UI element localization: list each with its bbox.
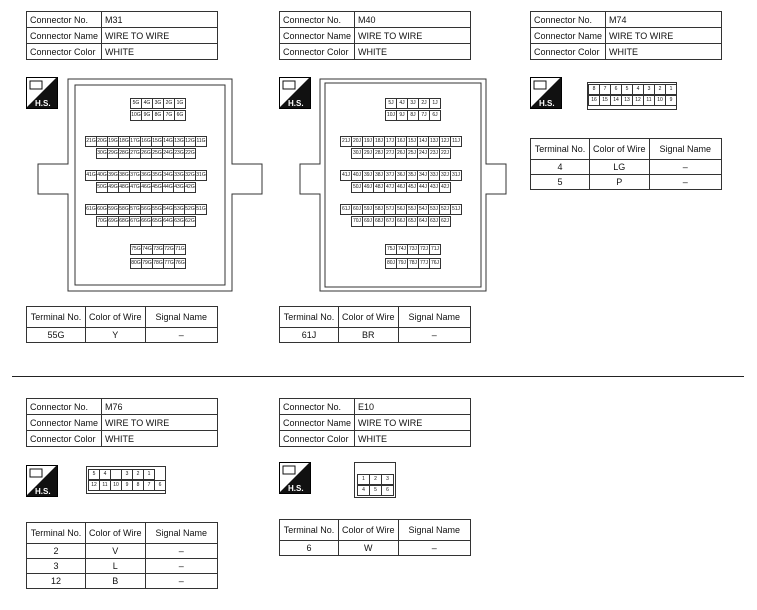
pin-cell: 22G [184, 148, 196, 159]
pin-cell: 12G [184, 136, 196, 147]
connector-no: E10 [355, 399, 471, 415]
label: Connector Color [280, 44, 355, 60]
pin-cell: 77J [418, 258, 430, 269]
pin-cell: 12J [439, 136, 451, 147]
pin-cell: 27J [384, 148, 396, 159]
pin-cell: 80G [130, 258, 142, 269]
e10-pin-layout [354, 462, 394, 496]
column-header: Terminal No. [280, 307, 339, 328]
m40-terminal-table [279, 306, 471, 343]
signal-cell: – [145, 574, 217, 589]
label: Connector Color [27, 431, 102, 447]
pin-cell: 71J [429, 244, 441, 255]
connector-color: WHITE [102, 431, 218, 447]
wire-cell: P [590, 175, 650, 190]
terminal-cell: 61J [280, 328, 339, 343]
pin-cell: 3J [407, 98, 419, 109]
pin-cell: 4 [357, 485, 370, 496]
wire-cell: Y [86, 328, 146, 343]
column-header: Signal Name [145, 307, 217, 328]
pin-cell: 2 [132, 469, 144, 480]
label: Connector No. [27, 399, 102, 415]
pin-cell: 13 [621, 95, 633, 106]
pin-cell: 53G [173, 204, 185, 215]
connector-name: WIRE TO WIRE [355, 415, 471, 431]
pin-cell: 59G [107, 204, 119, 215]
signal-cell: – [649, 160, 721, 175]
section-divider [12, 376, 744, 377]
connector-name: WIRE TO WIRE [355, 28, 471, 44]
pin-cell: 73J [407, 244, 419, 255]
pin-cell: 6 [610, 84, 622, 95]
pin-cell: 39G [107, 170, 119, 181]
pin-cell: 42J [439, 182, 451, 193]
label: Connector No. [27, 12, 102, 28]
pin-cell: 24J [417, 148, 429, 159]
pin-cell: 54G [162, 204, 174, 215]
pin-cell: 45J [406, 182, 418, 193]
hs-icon [26, 465, 58, 497]
column-header: Terminal No. [531, 139, 590, 160]
pin-cell: 67G [129, 216, 141, 227]
table-row [27, 559, 218, 574]
pin-cell: 1 [357, 474, 370, 485]
pin-cell: 78G [152, 258, 164, 269]
pin-cell: 38J [373, 170, 385, 181]
pin-cell: 75G [130, 244, 142, 255]
pin-cell: 8 [588, 84, 600, 95]
pin-cell: 43G [173, 182, 185, 193]
pin-cell: 14J [417, 136, 429, 147]
column-header: Color of Wire [590, 139, 650, 160]
pin-cell: 17J [384, 136, 396, 147]
pin-cell: 72J [418, 244, 430, 255]
column-header: Signal Name [145, 523, 217, 544]
pin-cell: 1G [174, 98, 186, 109]
pin-cell: 19G [107, 136, 119, 147]
terminal-cell: 2 [27, 544, 86, 559]
wire-cell: LG [590, 160, 650, 175]
pin-cell: 74J [396, 244, 408, 255]
terminal-cell: 12 [27, 574, 86, 589]
pin-cell: 3G [152, 98, 164, 109]
pin-cell: 14 [610, 95, 622, 106]
connector-color: WHITE [102, 44, 218, 60]
pin-cell: 39J [362, 170, 374, 181]
pin-cell: 16 [588, 95, 600, 106]
pin-cell: 37J [384, 170, 396, 181]
pin-cell: 52G [184, 204, 196, 215]
pin-cell: 59J [362, 204, 374, 215]
pin-cell: 3 [381, 474, 394, 485]
terminal-cell: 4 [531, 160, 590, 175]
wire-cell: V [86, 544, 146, 559]
pin-cell: 14G [162, 136, 174, 147]
pin-cell: 17G [129, 136, 141, 147]
pin-cell: 12 [632, 95, 644, 106]
pin-cell: 2 [369, 474, 382, 485]
pin-cell: 31G [195, 170, 207, 181]
pin-cell: 74G [141, 244, 153, 255]
pin-cell: 2 [654, 84, 666, 95]
connector-no: M31 [102, 12, 218, 28]
label: Connector Color [531, 44, 606, 60]
column-header: Terminal No. [280, 520, 339, 541]
pin-cell: 8 [132, 480, 144, 491]
pin-cell: 68G [118, 216, 130, 227]
wire-cell: W [339, 541, 399, 556]
pin-cell: 65G [151, 216, 163, 227]
signal-cell: – [649, 175, 721, 190]
pin-cell: 46G [140, 182, 152, 193]
pin-cell: 40G [96, 170, 108, 181]
pin-cell: 42G [184, 182, 196, 193]
pin-cell: 64J [417, 216, 429, 227]
pin-cell: 57G [129, 204, 141, 215]
pin-cell: 56G [140, 204, 152, 215]
terminal-cell: 6 [280, 541, 339, 556]
m74-pin-layout [587, 72, 677, 112]
pin-cell: 7G [163, 110, 175, 121]
pin-cell: 49J [362, 182, 374, 193]
pin-cell: 10 [110, 480, 122, 491]
pin-cell: 23G [173, 148, 185, 159]
pin-cell: 70G [96, 216, 108, 227]
connector-no: M74 [606, 12, 722, 28]
e10-terminal-table [279, 519, 471, 556]
pin-cell: 9G [141, 110, 153, 121]
pin-cell: 5 [621, 84, 633, 95]
pin-cell: 80J [385, 258, 397, 269]
signal-cell: – [145, 559, 217, 574]
connector-no: M40 [355, 12, 471, 28]
label: Connector No. [280, 12, 355, 28]
column-header: Signal Name [398, 520, 470, 541]
pin-cell: 6 [381, 485, 394, 496]
signal-cell: – [398, 328, 470, 343]
pin-cell: 2G [163, 98, 175, 109]
label: Connector No. [531, 12, 606, 28]
pin-cell: 67J [384, 216, 396, 227]
table-row [531, 160, 722, 175]
pin-cell: 11J [450, 136, 462, 147]
pin-cell: 25G [151, 148, 163, 159]
wire-cell: B [86, 574, 146, 589]
pin-cell: 69G [107, 216, 119, 227]
pin-cell: 21G [85, 136, 97, 147]
pin-cell: 9 [121, 480, 133, 491]
label: Connector Name [531, 28, 606, 44]
pin-cell: 11 [99, 480, 111, 491]
pin-cell: 50J [351, 182, 363, 193]
pin-cell: 30J [351, 148, 363, 159]
pin-cell: 29G [107, 148, 119, 159]
pin-cell: 2J [418, 98, 430, 109]
column-header: Terminal No. [27, 523, 86, 544]
pin-cell: 13J [428, 136, 440, 147]
pin-cell: 50G [96, 182, 108, 193]
pin-cell: 30G [96, 148, 108, 159]
pin-cell: 48G [118, 182, 130, 193]
pin-cell: 20G [96, 136, 108, 147]
column-header: Signal Name [398, 307, 470, 328]
hs-label: H.S. [288, 484, 304, 493]
column-header: Color of Wire [86, 523, 146, 544]
pin-cell: 62J [439, 216, 451, 227]
m40-info-table [279, 11, 471, 60]
signal-cell: – [145, 544, 217, 559]
table-row [531, 175, 722, 190]
pin-cell: 4 [99, 469, 111, 480]
pin-cell: 7 [599, 84, 611, 95]
hs-label: H.S. [35, 487, 51, 496]
e10-info-table [279, 398, 471, 447]
pin-cell: 15G [151, 136, 163, 147]
connector-name: WIRE TO WIRE [606, 28, 722, 44]
hs-icon [279, 462, 311, 494]
m31-pin-layout [36, 78, 264, 293]
pin-cell: 76G [174, 258, 186, 269]
pin-cell: 27G [129, 148, 141, 159]
pin-cell: 65J [406, 216, 418, 227]
pin-cell: 51J [450, 204, 462, 215]
pin-cell: 32J [439, 170, 451, 181]
pin-cell: 19J [362, 136, 374, 147]
pin-cell: 16J [395, 136, 407, 147]
connector-color: WHITE [355, 44, 471, 60]
pin-cell: 66J [395, 216, 407, 227]
m76-pin-layout [86, 466, 166, 496]
pin-cell: 73G [152, 244, 164, 255]
terminal-cell: 3 [27, 559, 86, 574]
pin-cell: 41G [85, 170, 97, 181]
m74-terminal-table [530, 138, 722, 190]
label: Connector Name [27, 415, 102, 431]
pin-cell: 8G [152, 110, 164, 121]
pin-cell: 35G [151, 170, 163, 181]
pin-cell: 25J [406, 148, 418, 159]
hs-label: H.S. [288, 99, 304, 108]
table-row [27, 544, 218, 559]
pin-cell: 5 [88, 469, 100, 480]
pin-cell: 6J [429, 110, 441, 121]
label: Connector Color [280, 431, 355, 447]
pin-cell: 28J [373, 148, 385, 159]
pin-cell: 69J [362, 216, 374, 227]
pin-cell: 72G [163, 244, 175, 255]
pin-cell: 22J [439, 148, 451, 159]
m40-pin-layout [298, 78, 508, 293]
pin-cell: 36J [395, 170, 407, 181]
pin-cell: 32G [184, 170, 196, 181]
pin-cell: 10J [385, 110, 397, 121]
pin-cell: 26J [395, 148, 407, 159]
label: Connector Color [27, 44, 102, 60]
pin-cell: 34G [162, 170, 174, 181]
m74-info-table [530, 11, 722, 60]
column-header: Color of Wire [86, 307, 146, 328]
pin-cell: 49G [107, 182, 119, 193]
pin-cell: 9J [396, 110, 408, 121]
pin-cell: 31J [450, 170, 462, 181]
pin-cell: 40J [351, 170, 363, 181]
pin-cell: 18J [373, 136, 385, 147]
connector-name: WIRE TO WIRE [102, 415, 218, 431]
pin-cell: 15 [599, 95, 611, 106]
pin-cell: 5 [369, 485, 382, 496]
pin-cell: 1 [665, 84, 677, 95]
pin-cell: 44G [162, 182, 174, 193]
pin-cell: 11 [643, 95, 655, 106]
pin-cell: 7J [418, 110, 430, 121]
pin-cell: 47G [129, 182, 141, 193]
pin-cell: 7 [143, 480, 155, 491]
table-row [27, 574, 218, 589]
pin-cell: 29J [362, 148, 374, 159]
pin-cell: 4J [396, 98, 408, 109]
table-row [280, 328, 471, 343]
pin-cell: 37G [129, 170, 141, 181]
pin-cell: 56J [395, 204, 407, 215]
pin-cell: 34J [417, 170, 429, 181]
label: Connector No. [280, 399, 355, 415]
wire-cell: BR [339, 328, 399, 343]
m76-terminal-table [26, 522, 218, 589]
m31-terminal-table [26, 306, 218, 343]
column-header: Color of Wire [339, 520, 399, 541]
pin-cell: 23J [428, 148, 440, 159]
pin-cell: 64G [162, 216, 174, 227]
pin-cell: 58G [118, 204, 130, 215]
pin-cell: 58J [373, 204, 385, 215]
pin-cell: 78J [407, 258, 419, 269]
pin-cell: 3 [643, 84, 655, 95]
m76-info-table [26, 398, 218, 447]
pin-cell: 55J [406, 204, 418, 215]
pin-cell: 44J [417, 182, 429, 193]
pin-cell: 12 [88, 480, 100, 491]
pin-cell: 79G [141, 258, 153, 269]
pin-cell: 18G [118, 136, 130, 147]
connector-no: M76 [102, 399, 218, 415]
pin-cell: 24G [162, 148, 174, 159]
signal-cell: – [398, 541, 470, 556]
pin-cell: 16G [140, 136, 152, 147]
column-header: Color of Wire [339, 307, 399, 328]
pin-cell: 43J [428, 182, 440, 193]
pin-cell: 36G [140, 170, 152, 181]
pin-cell: 45G [151, 182, 163, 193]
pin-cell: 71G [174, 244, 186, 255]
pin-cell: 70J [351, 216, 363, 227]
pin-cell: 52J [439, 204, 451, 215]
pin-cell: 63G [173, 216, 185, 227]
pin-cell: 6 [154, 480, 166, 491]
pin-cell: 66G [140, 216, 152, 227]
column-header: Signal Name [649, 139, 721, 160]
pin-cell: 60J [351, 204, 363, 215]
signal-cell: – [145, 328, 217, 343]
pin-cell: 26G [140, 148, 152, 159]
pin-cell: 20J [351, 136, 363, 147]
pin-cell: 5G [130, 98, 142, 109]
pin-cell: 79J [396, 258, 408, 269]
pin-cell: 51G [195, 204, 207, 215]
hs-label: H.S. [539, 99, 555, 108]
column-header: Terminal No. [27, 307, 86, 328]
pin-cell: 28G [118, 148, 130, 159]
pin-cell: 8J [407, 110, 419, 121]
pin-cell: 11G [195, 136, 207, 147]
pin-cell: 3 [121, 469, 133, 480]
pin-cell: 9 [665, 95, 677, 106]
connector-name: WIRE TO WIRE [102, 28, 218, 44]
pin-cell: 76J [429, 258, 441, 269]
terminal-cell: 5 [531, 175, 590, 190]
pin-cell: 75J [385, 244, 397, 255]
pin-cell: 15J [406, 136, 418, 147]
hs-label: H.S. [35, 99, 51, 108]
pin-cell: 54J [417, 204, 429, 215]
pin-cell: 53J [428, 204, 440, 215]
pin-cell: 35J [406, 170, 418, 181]
pin-cell: 1 [143, 469, 155, 480]
pin-cell: 33G [173, 170, 185, 181]
pin-cell: 46J [395, 182, 407, 193]
pin-cell: 68J [373, 216, 385, 227]
pin-cell: 61G [85, 204, 97, 215]
pin-cell: 55G [151, 204, 163, 215]
label: Connector Name [280, 28, 355, 44]
pin-cell: 60G [96, 204, 108, 215]
pin-cell: 21J [340, 136, 352, 147]
pin-cell: 47J [384, 182, 396, 193]
pin-cell: 10G [130, 110, 142, 121]
pin-cell: 48J [373, 182, 385, 193]
pin-cell: 38G [118, 170, 130, 181]
pin-cell: 63J [428, 216, 440, 227]
table-row [280, 541, 471, 556]
connector-color: WHITE [606, 44, 722, 60]
pin-cell: 6G [174, 110, 186, 121]
pin-cell: 4G [141, 98, 153, 109]
pin-cell: 33J [428, 170, 440, 181]
terminal-cell: 55G [27, 328, 86, 343]
pin-cell: 57J [384, 204, 396, 215]
pin-cell: 41J [340, 170, 352, 181]
connector-color: WHITE [355, 431, 471, 447]
label: Connector Name [27, 28, 102, 44]
pin-cell: 5J [385, 98, 397, 109]
pin-cell: 77G [163, 258, 175, 269]
label: Connector Name [280, 415, 355, 431]
pin-cell: 1J [429, 98, 441, 109]
hs-icon [530, 77, 562, 109]
table-row [27, 328, 218, 343]
m31-info-table [26, 11, 218, 60]
pin-cell: 61J [340, 204, 352, 215]
pin-cell: 62G [184, 216, 196, 227]
pin-cell: 4 [632, 84, 644, 95]
pin-cell: 13G [173, 136, 185, 147]
wire-cell: L [86, 559, 146, 574]
pin-cell: 10 [654, 95, 666, 106]
